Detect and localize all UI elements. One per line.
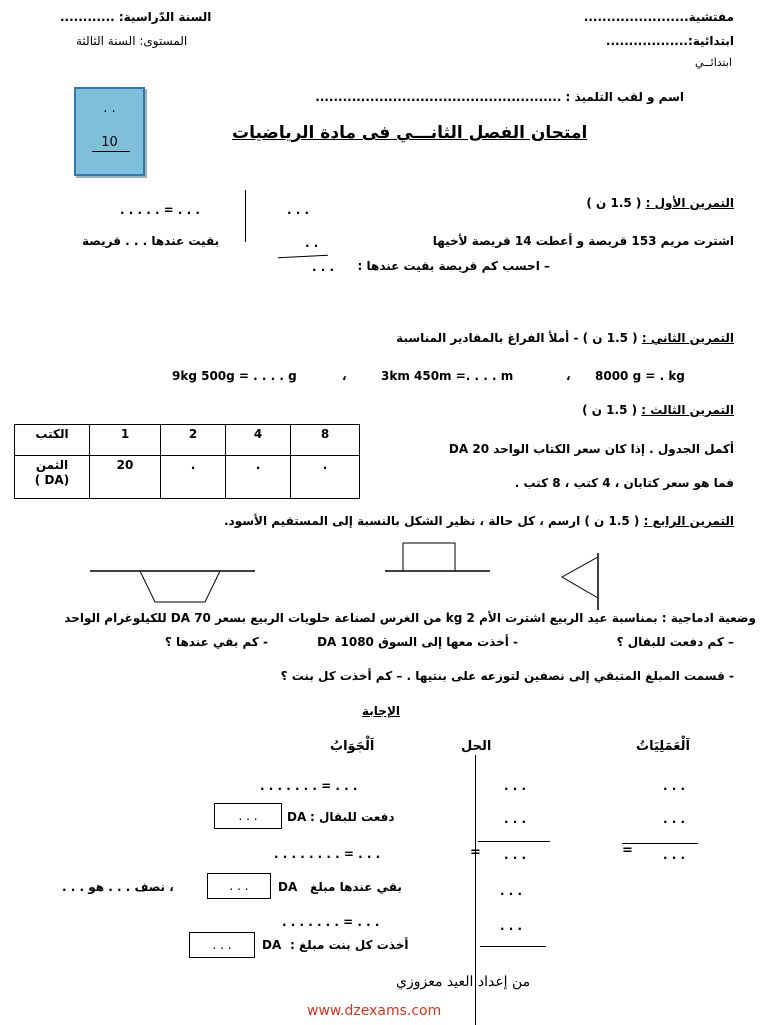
- col-answer: اَلْجَوَابُ: [330, 739, 375, 754]
- sol-dots-1: . . .: [504, 779, 527, 793]
- ex3-header: [582, 403, 734, 417]
- table-cell: الثمن ( DA): [15, 456, 90, 499]
- trapezoid-figure: [90, 571, 255, 602]
- table-cell: 4: [226, 425, 291, 456]
- ops-dots-3: . . .: [663, 848, 686, 862]
- remaining-da: DA: [278, 880, 298, 894]
- ex1-points: ( 1.5 ن ): [586, 196, 642, 210]
- website-link[interactable]: www.dzexams.com: [307, 1003, 442, 1019]
- ex2-heading: التمرين الثاني :: [641, 331, 734, 345]
- price-table: [14, 424, 360, 499]
- grade-box: [74, 87, 145, 176]
- inspection: مفتشية.......................: [583, 10, 734, 24]
- ex2-instruction: - أملأ الفراغ بالمقادير المناسبة: [396, 331, 579, 345]
- ex3-points: ( 1.5 ن ): [582, 403, 638, 417]
- ex1-calc-mid: . .: [305, 236, 319, 250]
- integration-line1: وضعية ادماجية : بمناسبة عيد الربيع اشترت الأم 2 kg من الغرس لصناعة حلويات الربيع بسعر DA 70 للكيلوغرام الواحد: [64, 611, 756, 625]
- ex1-divider: [245, 190, 246, 242]
- ops-dots-1: . . .: [663, 779, 686, 793]
- grade-score: . .: [103, 101, 116, 116]
- table-cell: .: [161, 456, 226, 499]
- integration-q2: - أخذت معها إلى السوق DA 1080: [317, 635, 518, 649]
- table-cell: .: [226, 456, 291, 499]
- integration-q3: - كم بقي عندها ؟: [164, 635, 268, 649]
- ex2-conv2: 3km 450m =. . . . m: [381, 369, 514, 383]
- exam-title: امتحان الفصل الثانـــي فى مادة الرياضيات: [232, 123, 588, 143]
- each-answer-box[interactable]: . . .: [189, 932, 255, 958]
- ex1-line2: – احسب كم قريصة بقيت عندها :: [357, 259, 550, 273]
- ex1-result-text: بقيت عندها . . . قريصة: [82, 234, 220, 248]
- sol-dots-2: . . .: [504, 812, 527, 826]
- school: ابتدائية:..................: [605, 34, 734, 48]
- each-label: أخذت كل بنت مبلغ :: [290, 938, 409, 952]
- grade-line: [92, 151, 130, 152]
- answer-eq-3: . . . . . . . = . . .: [282, 915, 380, 929]
- table-cell: .: [291, 456, 360, 499]
- integration-line3: - قسمت المبلغ المتبقي إلى نصفين لتوزعه على بنتيها . – كم أخذت كل بنت ؟: [280, 669, 734, 683]
- integration-q1: – كم دفعت للبقال ؟: [616, 635, 734, 649]
- remaining-answer-box[interactable]: . . .: [207, 873, 271, 899]
- col-operations: اَلْعَمَلِيَاتُ: [636, 739, 690, 754]
- primary-label: ابتدائــي: [695, 56, 732, 69]
- grade-total: 10: [101, 135, 118, 150]
- answer-eq-1: . . . . . . . = . . .: [260, 779, 358, 793]
- ex2-points: ( 1.5 ن ): [582, 331, 638, 345]
- ex4-header: [224, 514, 734, 528]
- symmetry-figures: [0, 535, 768, 610]
- rectangle-figure: [385, 543, 490, 571]
- ex3-line1: أكمل الجدول . إذا كان سعر الكتاب الواحد DA 20: [448, 442, 734, 456]
- half-text: ، نصف . . . هو . . .: [62, 880, 174, 894]
- answer-eq-2: . . . . . . . . = . . .: [274, 847, 381, 861]
- ex2-sep1: ،: [342, 369, 347, 383]
- ops-equals: =: [622, 843, 633, 858]
- table-row: [15, 425, 360, 456]
- ex2-conv1: 9kg 500g = . . . . g: [172, 369, 297, 383]
- ex1-result-eq-top: . . . . . = . . .: [120, 203, 200, 217]
- sol-dots-4: . . .: [500, 884, 523, 898]
- col-solution: الحل: [461, 739, 492, 754]
- triangle-figure: [562, 553, 598, 610]
- student-name-field: اسم و لقب التلميذ : ......................................................: [315, 90, 684, 104]
- ex2-conv3: 8000 g = . kg: [595, 369, 685, 383]
- ex4-heading: التمرين الرابع :: [643, 514, 734, 528]
- each-da: DA: [262, 938, 282, 952]
- table-cell: 2: [161, 425, 226, 456]
- table-cell: 20: [90, 456, 161, 499]
- school-year: السنة الدّراسية: ............: [60, 10, 212, 24]
- ex3-heading: التمرين الثالث :: [641, 403, 734, 417]
- ex1-heading: التمرين الأول :: [645, 196, 734, 210]
- ex2-sep2: ،: [566, 369, 571, 383]
- ops-line: [622, 843, 698, 844]
- table-row: [15, 456, 360, 499]
- ops-dots-2: . . .: [663, 812, 686, 826]
- sol-line-1: [478, 841, 550, 842]
- sol-equals: =: [470, 845, 481, 860]
- ex1-calc-line: [278, 255, 328, 259]
- ex1-calc-top: . . .: [287, 203, 310, 217]
- paid-label: دفعت للبقال :: [310, 810, 395, 824]
- ex4-text: ارسم ، كل حالة ، نظير الشكل بالنسبة إلى المستقيم الأسود.: [224, 514, 581, 528]
- answer-title: الإجابة: [362, 704, 400, 718]
- table-cell: 1: [90, 425, 161, 456]
- ex2-header: [396, 331, 734, 345]
- ex4-points: ( 1.5 ن ): [584, 514, 640, 528]
- author: من إعداد العيد معزوزي: [396, 974, 531, 990]
- table-cell: الكتب: [15, 425, 90, 456]
- ex1-header: [586, 196, 734, 210]
- sol-dots-5: . . .: [500, 919, 523, 933]
- paid-answer-box[interactable]: . . .: [214, 803, 282, 829]
- remaining-label: بقي عندها مبلغ: [310, 880, 402, 894]
- sol-line-2: [480, 946, 546, 947]
- ex1-line1: اشترت مريم 153 قريصة و أعطت 14 قريصة لأخيها: [432, 234, 734, 248]
- ex3-line2: فما هو سعر كتابان ، 4 كتب ، 8 كتب .: [514, 476, 734, 490]
- paid-da: DA: [287, 810, 307, 824]
- level: المستوى: السنة الثالثة: [76, 34, 188, 48]
- table-cell: 8: [291, 425, 360, 456]
- sol-dots-3: . . .: [504, 848, 527, 862]
- ex1-calc-bottom: . . .: [312, 260, 335, 274]
